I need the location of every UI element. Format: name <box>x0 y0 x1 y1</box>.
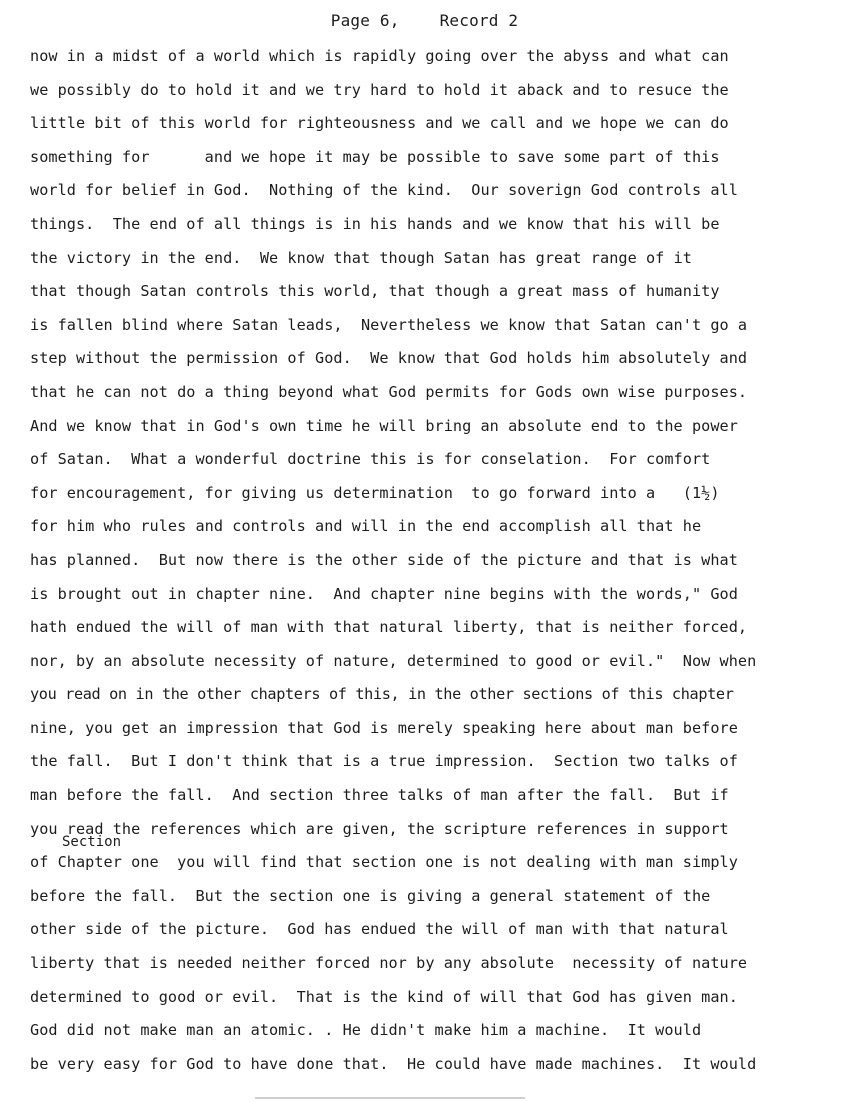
page-header <box>0 11 849 30</box>
text-line: for him who rules and controls and will in the end accomplish all that he <box>30 517 702 536</box>
text-line: you read the references which are given, the scripture references in support <box>30 819 729 838</box>
text-line: other side of the picture. God has endued the will of man with that natural <box>30 920 729 939</box>
record-label: Record 2 <box>439 11 519 30</box>
text-line: And we know that in God's own time he will bring an absolute end to the power <box>30 416 738 435</box>
text-line: of Satan. What a wonderful doctrine this is for conselation. For comfort <box>30 450 711 469</box>
text-line: for encouragement, for giving us determination to go forward into a (1½) <box>30 483 720 502</box>
text-line: we possibly do to hold it and we try hard to hold it aback and to resuce the <box>30 80 729 99</box>
text-line: has planned. But now there is the other side of the picture and that is what <box>30 550 738 569</box>
text-line: of Chapter one you will find that section one is not dealing with man simply <box>30 853 738 872</box>
text-line: things. The end of all things is in his hands and we know that his will be <box>30 214 720 233</box>
text-line: now in a midst of a world which is rapidly going over the abyss and what can <box>30 47 729 65</box>
text-line: the victory in the end. We know that though Satan has great range of it <box>30 248 692 267</box>
text-line: nine, you get an impression that God is merely speaking here about man before <box>30 718 738 737</box>
text-line: that he can not do a thing beyond what God permits for Gods own wise purposes. <box>30 382 748 401</box>
text-line: before the fall. But the section one is giving a general statement of the <box>30 886 711 905</box>
text-line: determined to good or evil. That is the kind of will that God has given man. <box>30 987 738 1006</box>
text-line: nor, by an absolute necessity of nature, determined to good or evil." Now when <box>30 651 757 670</box>
text-line: that though Satan controls this world, that though a great mass of humanity <box>30 282 720 301</box>
text-line: hath endued the will of man with that natural liberty, that is neither forced, <box>30 618 748 637</box>
body-text <box>30 40 842 1081</box>
text-line: be very easy for God to have done that. He could have made machines. It would <box>30 1054 757 1073</box>
text-line: man before the fall. And section three talks of man after the fall. But if <box>30 786 729 805</box>
page-bottom-rule <box>255 1097 525 1099</box>
text-line: step without the permission of God. We know that God holds him absolutely and <box>30 349 748 368</box>
text-line: the fall. But I don't think that is a true impression. Section two talks of <box>30 752 738 771</box>
text-line: something for and we hope it may be possible to save some part of this <box>30 147 720 166</box>
text-line: liberty that is needed neither forced nor by any absolute necessity of nature <box>30 954 748 973</box>
text-line: is fallen blind where Satan leads, Nevertheless we know that Satan can't go a <box>30 315 748 334</box>
text-line: God did not make man an atomic. . He didn't make him a machine. It would <box>30 1021 702 1040</box>
text-line: little bit of this world for righteousness and we call and we hope we can do <box>30 114 729 133</box>
text-line: world for belief in God. Nothing of the kind. Our soverign God controls all <box>30 181 738 200</box>
text-line: you read on in the other chapters of this, in the other sections of this chapter <box>30 685 734 704</box>
text-line: is brought out in chapter nine. And chapter nine begins with the words," God <box>30 584 738 603</box>
interlinear-correction: Section <box>62 834 122 850</box>
page-number: Page 6, <box>330 11 400 30</box>
